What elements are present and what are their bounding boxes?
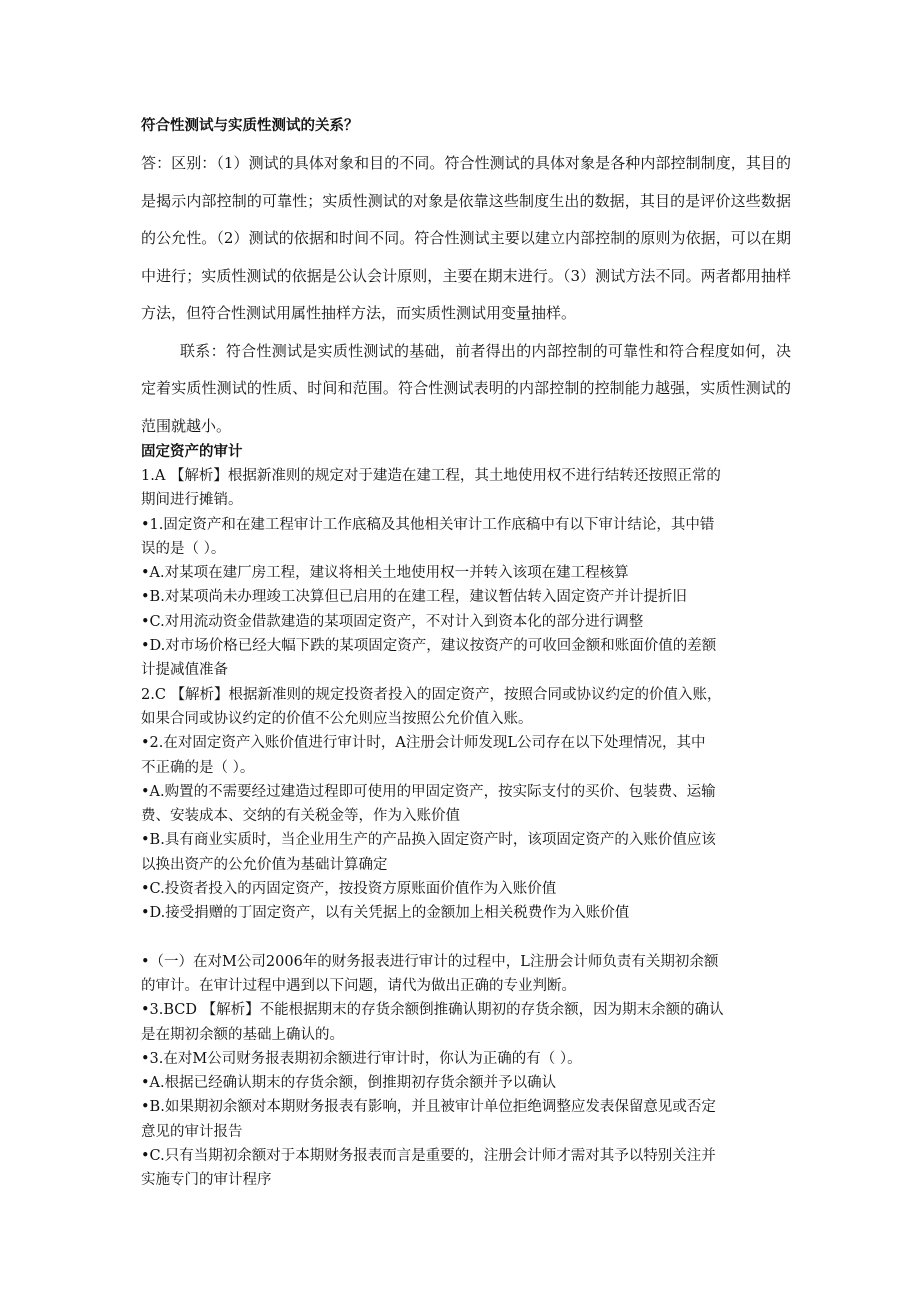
text-line: •B.如果期初余额对本期财务报表有影响，并且被审计单位拒绝调整应发表保留意见或否定 — [141, 1099, 716, 1116]
text-line: •C.只有当期初余额对于本期财务报表而言是重要的，注册会计师才需对其予以特别关注并 — [141, 1148, 716, 1165]
text-line: •1.固定资产和在建工程审计工作底稿及其他相关审计工作底稿中有以下审计结论，其中错 — [141, 516, 715, 533]
text-line: •2.在对固定资产入账价值进行审计时，A注册会计师发现L公司存在以下处理情况，其中 — [141, 735, 706, 752]
text-line: 不正确的是（ ）。 — [141, 759, 255, 776]
text-line: 1.A 【解析】根据新准则的规定对于建造在建工程，其土地使用权不进行结转还按照正常的 — [141, 468, 721, 484]
text-line: •B.对某项尚未办理竣工决算但已启用的在建工程，建议暂估转入固定资产并计提折旧 — [141, 589, 687, 606]
text-line: 如果合同或协议约定的价值不公允则应当按照公允价值入账。 — [141, 710, 533, 727]
relation-paragraph: 联系：符合性测试是实质性测试的基础，前者得出的内部控制的可靠性和符合程度如何，决定着实质性测试的性质、时间和范围。符合性测试表明的内部控制的控制能力越强，实质性测试的范围就越小。 — [141, 341, 791, 435]
section-test-relationship — [141, 115, 791, 445]
text-line: •C.投资者投入的丙固定资产，按投资方原账面价值作为入账价值 — [141, 881, 557, 898]
text-line: 计提减值准备 — [141, 662, 228, 679]
text-line: 2.C 【解析】根据新准则的规定投资者投入的固定资产，按照合同或协议约定的价值入账， — [141, 686, 722, 703]
text-line: 实施专门的审计程序 — [141, 1172, 272, 1189]
answer-paragraph: 答：区别：（1）测试的具体对象和目的不同。符合性测试的具体对象是各种内部控制制度，其目的是揭示内部控制的可靠性；实质性测试的对象是依靠这些制度生出的数据，其目的是评价这些数据的公允性。（2）测试的依据和时间不同。符合性测试主要以建立内部控制的原则为依据，可以在期中进行；实质性测试的依据是公认会计原则，主要在期末进行。（3）测试方法不同。两者都用抽样方法，但符合性测试用属性抽样方法，而实质性测试用变量抽样。 — [141, 154, 791, 322]
section-title: 符合性测试与实质性测试的关系？ — [141, 118, 359, 134]
text-line: •A.对某项在建厂房工程，建议将相关土地使用权一并转入该项在建工程核算 — [141, 565, 629, 582]
question-block-a — [141, 464, 791, 926]
text-line: •C.对用流动资金借款建造的某项固定资产，不对计入到资本化的部分进行调整 — [141, 613, 644, 630]
text-line: 期间进行摊销。 — [141, 492, 243, 509]
blank-line — [141, 926, 791, 950]
section-title: 固定资产的审计 — [141, 444, 243, 460]
text-line: •A.根据已经确认期末的存货余额，倒推期初存货余额并予以确认 — [141, 1075, 557, 1092]
section-fixed-asset-audit — [141, 440, 791, 1193]
text-line: •D.对市场价格已经大幅下跌的某项固定资产，建议按资产的可收回金额和账面价值的差额 — [141, 638, 717, 655]
text-line: 的审计。在审计过程中遇到以下问题，请代为做出正确的专业判断。 — [141, 977, 576, 994]
text-line: 误的是（ ）。 — [141, 540, 226, 557]
text-line: 意见的审计报告 — [141, 1123, 243, 1140]
text-line: 是在期初余额的基础上确认的。 — [141, 1026, 344, 1043]
text-line: •D.接受捐赠的丁固定资产，以有关凭据上的金额加上相关税费作为入账价值 — [141, 905, 630, 922]
text-line: •3.BCD 【解析】不能根据期末的存货余额倒推确认期初的存货余额，因为期末余额的确认 — [141, 1002, 724, 1019]
text-line: •A.购置的不需要经过建造过程即可使用的甲固定资产，按实际支付的买价、包装费、运输 — [141, 783, 716, 800]
text-line: •（一）在对M公司2006年的财务报表进行审计的过程中，L注册会计师负责有关期初余额 — [141, 953, 719, 970]
text-line: 费、安装成本、交纳的有关税金等，作为入账价值 — [141, 808, 460, 825]
text-line: •B.具有商业实质时，当企业用生产的产品换入固定资产时，该项固定资产的入账价值应该 — [141, 832, 716, 849]
text-line: •3.在对M公司财务报表期初余额进行审计时，你认为正确的有（ ）。 — [141, 1050, 582, 1067]
text-line: 以换出资产的公允价值为基础计算确定 — [141, 856, 388, 873]
question-block-b — [141, 950, 791, 1193]
